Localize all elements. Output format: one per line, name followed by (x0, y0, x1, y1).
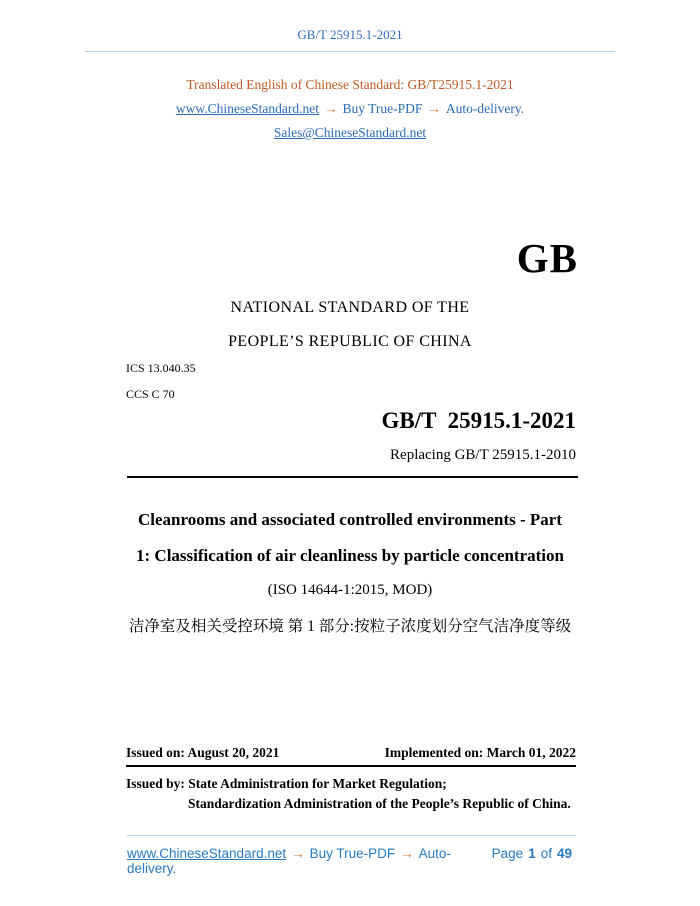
of-label: of (540, 846, 552, 861)
website-link[interactable]: www.ChineseStandard.net (175, 101, 319, 116)
sales-email-link[interactable]: Sales@ChineseStandard.net (273, 125, 427, 140)
page-indicator (487, 846, 572, 861)
arrow-icon: → (427, 101, 441, 116)
page-label: Page (491, 846, 524, 861)
website-link[interactable]: www.ChineseStandard.net (127, 846, 287, 861)
ccs-code: CCS C 70 (126, 387, 175, 401)
page-footer (127, 846, 572, 876)
arrow-icon: → (323, 101, 338, 116)
replacing-note: Replacing GB/T 25915.1-2010 (390, 447, 576, 463)
document-title-line2: 1: Classification of air cleanliness by particle concentration (136, 546, 564, 565)
translated-standard-line: Translated English of Chinese Standard: GB/T25915.1-2021 (186, 77, 514, 92)
header-divider-line (85, 51, 615, 52)
chinese-title: 洁净室及相关受控环境 第 1 部分:按粒子浓度划分空气洁净度等级 (128, 618, 572, 635)
ics-code: ICS 13.040.35 (126, 361, 196, 375)
auto-delivery-label: Auto-delivery. (445, 101, 525, 116)
footer-divider-line (127, 835, 576, 836)
auto-delivery-label: Auto-delivery. (127, 846, 451, 876)
current-page-number: 1 (528, 846, 536, 861)
document-title-line1: Cleanrooms and associated controlled environments - Part (137, 510, 563, 529)
issued-on-date: Issued on: August 20, 2021 (126, 745, 280, 760)
standard-number: GB/T 25915.1-2021 (381, 408, 576, 433)
header-link-line (0, 101, 700, 117)
issued-by-line2: Standardization Administration of the People’s Republic of China. (188, 796, 571, 811)
implemented-on-date: Implemented on: March 01, 2022 (384, 745, 576, 760)
issuance-dates-row (126, 745, 576, 761)
issued-by-line1: Issued by: State Administration for Market Regulation; (126, 776, 447, 791)
running-header-doc-number: GB/T 25915.1-2021 (297, 27, 403, 42)
arrow-icon: → (291, 846, 305, 861)
national-standard-line1: NATIONAL STANDARD OF THE (230, 299, 470, 316)
buy-true-pdf-label: Buy True-PDF (342, 101, 423, 116)
national-standard-line2: PEOPLE’S REPUBLIC OF CHINA (228, 333, 472, 350)
gb-logo-text: GB (516, 235, 578, 281)
total-pages-number: 49 (556, 846, 572, 861)
issuance-divider-line (126, 765, 576, 767)
footer-link-line (127, 846, 487, 876)
email-line (0, 125, 700, 141)
buy-true-pdf-label: Buy True-PDF (309, 846, 396, 861)
title-divider-line (127, 476, 578, 478)
arrow-icon: → (400, 846, 414, 861)
iso-equivalence-note: (ISO 14644-1:2015, MOD) (267, 582, 433, 598)
